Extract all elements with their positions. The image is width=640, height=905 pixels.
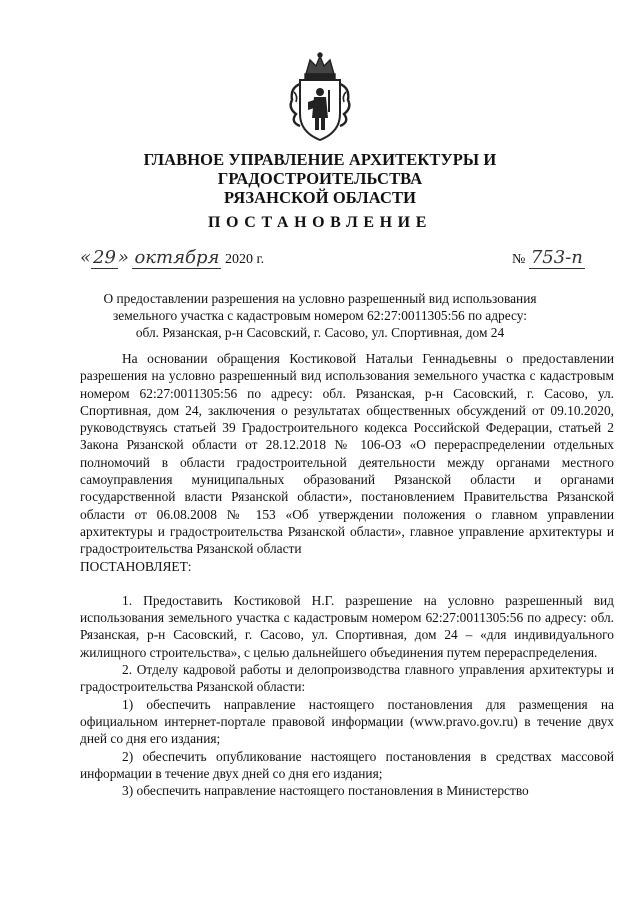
organization-name [40,150,600,207]
subject-line-2: земельного участка с кадастровым номером 62:27:0011305:56 по адресу: [112,308,528,323]
date-year: 2020 г. [224,252,265,267]
org-line-2: РЯЗАНСКОЙ ОБЛАСТИ [223,188,417,207]
preamble-paragraph: На основании обращения Костиковой Натальи Геннадьевны о предоставлении разрешения на условно разрешенный вид использования земельного участка с кадастровым номером 62:27:0011305:56 по адресу: обл. Рязанская, р-н Сасовский, г. Сасово, ул. Спортивная, дом 24, заключения о результатах общественных обсуждений от 09.10.2020, руководствуясь статьей 39 Градостроительного кодекса Российской Федерации, статьей 2 Закона Рязанской области от 28.12.2018 № 106-ОЗ «О перераспределении отдельных полномочий в области градостроительной деятельности между органами местного самоуправления муниципальных образований Рязанской области и органами государственной власти Рязанской области», постановлением Правительства Рязанской области от 06.08.2008 № 153 «Об утверждении положения о главном управлении архитектуры и градостроительства Рязанской области», главное управление архитектуры и градостроительства Рязанской области [80,351,614,557]
date-quote-close: » [117,247,129,268]
document-date [80,247,264,268]
number-value: 753-п [530,247,583,268]
item-2-paragraph: 2. Отделу кадровой работы и делопроизводства главного управления архитектуры и градостроительства Рязанской области: [80,662,614,695]
item-1-paragraph: 1. Предоставить Костиковой Н.Г. разрешение на условно разрешенный вид использования земельного участка с кадастровым номером 62:27:0011305:56 по адресу: обл. Рязанская, р-н Сасовский, г. Сасово, ул. Спортивная, дом 24 – «для индивидуального жилищного строительства», с целью дальнейшего объединения путем перераспределения. [80,592,614,660]
subject-line-3: обл. Рязанская, р-н Сасовский, г. Сасово, ул. Спортивная, дом 24 [135,325,505,340]
document-type-title: ПОСТАНОВЛЕНИЕ [208,214,432,231]
org-line-1: ГЛАВНОЕ УПРАВЛЕНИЕ АРХИТЕКТУРЫ И ГРАДОСТРОИТЕЛЬСТВА [143,150,497,188]
date-month: октября [134,247,220,268]
item-2-3-paragraph: 3) обеспечить направление настоящего постановления в Министерство [122,783,529,799]
subject-line-1: О предоставлении разрешения на условно разрешенный вид использования [103,291,537,306]
ryazan-coat-of-arms-icon [284,52,356,144]
item-2-2-paragraph: 2) обеспечить опубликование настоящего постановления в средствах массовой информации в течение двух дней со дня его издания; [80,748,614,781]
document-number [512,247,585,268]
document-subject [60,290,580,341]
item-2-1-paragraph: 1) обеспечить направление настоящего постановления для размещения на официальном интернет-портале правовой информации (www.pravo.gov.ru) в течение двух дней со дня его издания; [80,696,614,747]
date-quote-open: « [80,247,92,268]
date-day: 29 [93,247,116,268]
number-prefix: № [512,252,526,267]
document-body [80,350,614,799]
decree-word: ПОСТАНОВЛЯЕТ: [80,558,192,574]
